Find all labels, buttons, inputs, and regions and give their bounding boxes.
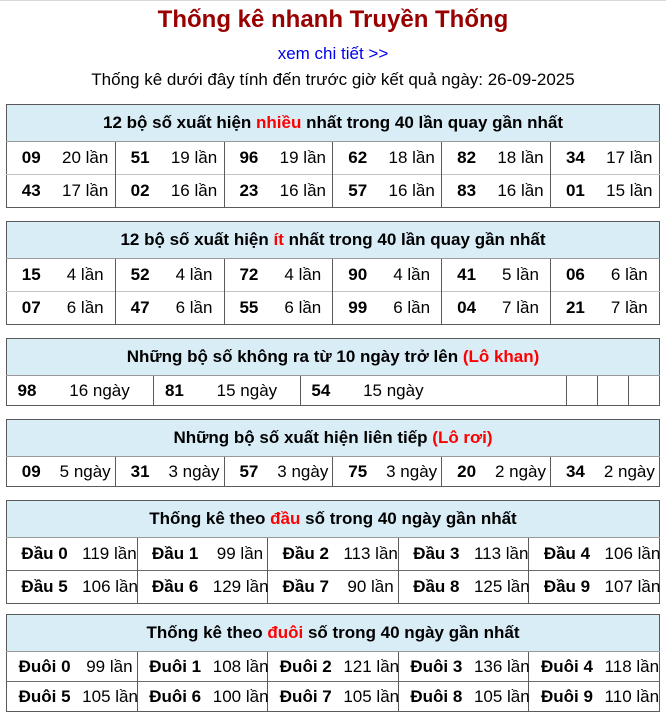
pair-count: 125 lần [473,577,530,596]
pair-number: 96 [239,148,259,167]
table-most-frequent [6,104,660,208]
pair-number: 82 [457,148,477,167]
pair-number: Đuôi 4 [540,656,593,676]
pair-number: 20 [457,461,477,481]
table-title-text: số trong 40 ngày gần nhất [303,623,520,642]
stat-pair [7,682,138,712]
pair-count: 3 ngày [168,461,220,481]
stat-pair [224,457,333,487]
pair-count: 2 ngày [494,461,546,481]
pair-count: 6 lần [393,298,431,317]
table-title-text: Những bộ số xuất hiện liên tiếp [173,428,433,447]
pair-number: Đầu 7 [282,577,329,596]
pair-count: 20 lần [62,148,109,167]
pair-count: 16 lần [388,181,435,200]
pair-number: 01 [565,181,585,200]
pair-number: 09 [21,148,41,167]
pair-number: Đầu 6 [152,577,199,596]
pair-count: 100 lần [212,686,269,706]
pair-number: 98 [17,380,37,400]
pair-count: 118 lần [604,656,660,676]
pair-number: 51 [130,148,150,167]
table-header-row [7,105,660,142]
pair-number: Đuôi 7 [279,686,332,706]
pair-number: Đầu 5 [21,577,68,596]
pair-number: 72 [239,265,259,284]
table-row [7,457,660,487]
pair-number: 83 [457,181,477,200]
pair-number: 21 [565,298,585,317]
stat-pair [442,292,551,325]
table-title-keyword: (Lô rơi) [432,428,493,447]
pair-number: Đuôi 5 [18,686,71,706]
pair-count: 16 lần [279,181,326,200]
pair-number: 55 [239,298,259,317]
stat-pair [7,259,116,292]
pair-number: 62 [348,148,368,167]
pair-number: Đuôi 6 [149,686,202,706]
pair-number: Đuôi 1 [149,656,202,676]
pair-number: 15 [21,265,41,284]
table-title-keyword: nhiều [256,113,302,132]
table-title-keyword: đuôi [267,623,304,642]
stat-pair [333,292,442,325]
table-title-text: nhất trong 40 lần quay gần nhất [301,113,564,132]
pair-count: 16 ngày [69,380,130,400]
stat-pair [268,538,399,571]
table-title-keyword: đầu [270,509,301,528]
table-row [7,259,660,292]
pair-number: 31 [130,461,150,481]
table-title [7,105,660,142]
pair-number: 90 [348,265,368,284]
pair-number: Đuôi 9 [540,686,593,706]
stat-pair [551,457,660,487]
pair-count: 3 ngày [386,461,438,481]
table-lo-khan [6,338,660,406]
stat-pair [551,292,660,325]
stat-pair [7,457,116,487]
table-least-frequent [6,221,660,325]
pair-count: 129 lần [212,577,269,596]
stat-pair [398,682,529,712]
pair-count: 19 lần [279,148,326,167]
pair-number: 52 [130,265,150,284]
pair-number: 34 [565,461,585,481]
stat-pair [529,538,660,571]
pair-count: 105 lần [473,686,530,706]
pair-count: 7 lần [502,298,539,317]
stat-pair [398,538,529,571]
table-title-text: 12 bộ số xuất hiện [120,230,274,249]
stat-pair [529,571,660,604]
pair-number: Đuôi 0 [18,656,71,676]
stat-pair [115,259,224,292]
pair-number: Đuôi 3 [410,656,463,676]
pair-count: 15 ngày [363,380,424,400]
table-row [7,652,660,682]
stat-pair [7,571,138,604]
pair-number: Đuôi 8 [410,686,463,706]
stat-pair [7,652,138,682]
table-title [7,615,660,652]
pair-count: 105 lần [82,686,138,706]
pair-count: 113 lần [473,544,529,563]
table-title [7,222,660,259]
table-title-text: nhất trong 40 lần quay gần nhất [283,230,546,249]
pair-number: Đuôi 2 [279,656,332,676]
empty-cell [566,376,597,406]
stat-pair [137,682,268,712]
table-title-text: Thống kê theo [149,509,271,528]
stat-pair [529,652,660,682]
pair-count: 19 lần [170,148,218,167]
stat-pair [268,571,399,604]
table-header-row [7,222,660,259]
pair-number: 04 [457,298,477,317]
empty-cell [628,376,659,406]
stat-pair [7,292,116,325]
pair-count: 108 lần [212,656,269,676]
pair-count: 15 lần [606,181,653,200]
pair-count: 106 lần [604,544,661,563]
stat-pair [551,142,660,175]
pair-number: Đầu 9 [543,577,591,596]
pair-number: 99 [348,298,368,317]
pair-count: 2 ngày [603,461,655,481]
table-title-text: Thống kê theo [146,623,268,642]
stat-pair [137,571,268,604]
stat-pair [154,376,300,406]
stat-pair [7,175,116,208]
table-title-keyword: (Lô khan) [462,347,540,366]
pair-count: 121 lần [343,656,400,676]
stat-pair [398,652,529,682]
stat-pair [442,259,551,292]
pair-count: 3 ngày [277,461,329,481]
stat-pair [442,142,551,175]
pair-number: 34 [565,148,585,167]
table-title-text: số trong 40 ngày gần nhất [300,509,517,528]
pair-number: 81 [164,380,184,400]
pair-count: 119 lần [82,544,137,563]
table-row [7,292,660,325]
stat-pair [333,259,442,292]
stat-pair [7,538,138,571]
page [0,5,666,712]
pair-count: 18 lần [388,148,435,167]
stat-pair [115,292,224,325]
pair-count: 15 ngày [216,380,278,400]
pair-number: Đầu 8 [413,577,460,596]
pair-number: 43 [21,181,41,200]
pair-number: 07 [21,298,41,317]
pair-count: 17 lần [62,181,109,200]
stat-pair [137,652,268,682]
page-title: Thống kê nhanh Truyền Thống [157,6,509,33]
pair-count: 16 lần [497,181,544,200]
detail-link[interactable]: xem chi tiết >> [277,44,389,63]
pair-count: 105 lần [343,686,400,706]
stat-pair [268,652,399,682]
table-row [7,376,660,406]
pair-count: 4 lần [393,265,431,284]
pair-number: Đầu 4 [543,544,591,563]
table-title [7,420,660,457]
table-dau-stats [6,500,660,604]
table-title [7,339,660,376]
table-row [7,175,660,208]
table-title-text: 12 bộ số xuất hiện [102,113,257,132]
pair-number: 09 [21,461,41,481]
pair-number: 75 [348,461,368,481]
empty-cell [597,376,628,406]
pair-count: 99 lần [86,656,133,676]
table-title-keyword: ít [273,230,284,249]
stat-pair [115,457,224,487]
pair-number: Đầu 2 [282,544,329,563]
stat-pair [224,292,333,325]
stat-pair [333,142,442,175]
stat-pair [224,259,333,292]
table-row [7,538,660,571]
stat-pair [442,175,551,208]
stats-date-note: Thống kê dưới đây tính đến trước giờ kết quả ngày: 26-09-2025 [91,70,575,89]
stat-pair [333,457,442,487]
table-header-row [7,615,660,652]
stat-pair [300,376,566,406]
stat-pair [398,571,529,604]
table-title [7,501,660,538]
table-row [7,682,660,712]
pair-count: 4 lần [66,265,104,284]
pair-count: 4 lần [284,265,322,284]
table-header-row [7,339,660,376]
pair-count: 99 lần [216,544,264,563]
table-header-row [7,501,660,538]
pair-count: 106 lần [82,577,138,596]
pair-count: 113 lần [343,544,398,563]
stat-pair [333,175,442,208]
table-duoi-stats [6,614,660,712]
stat-pair [115,175,224,208]
stat-pair [224,175,333,208]
pair-count: 6 lần [610,265,648,284]
pair-count: 6 lần [175,298,213,317]
stat-pair [7,142,116,175]
table-lo-roi [6,419,660,487]
pair-number: 02 [130,181,150,200]
pair-number: 57 [239,461,259,481]
table-header-row [7,420,660,457]
pair-count: 17 lần [606,148,653,167]
pair-number: Đầu 0 [21,544,68,563]
pair-count: 5 lần [502,265,539,284]
pair-number: Đầu 3 [413,544,460,563]
pair-count: 110 lần [604,686,660,706]
stat-pair [137,538,268,571]
pair-number: 57 [348,181,368,200]
stat-pair [115,142,224,175]
pair-count: 6 lần [66,298,104,317]
table-title-text: Những bộ số không ra từ 10 ngày trở lên [126,347,463,366]
stat-pair [529,682,660,712]
pair-count: 136 lần [473,656,530,676]
pair-count: 16 lần [170,181,218,200]
stat-pair [551,259,660,292]
pair-count: 6 lần [284,298,322,317]
pair-count: 4 lần [175,265,213,284]
table-row [7,571,660,604]
table-row [7,142,660,175]
pair-count: 7 lần [610,298,648,317]
pair-count: 18 lần [497,148,544,167]
pair-number: 06 [565,265,585,284]
pair-count: 107 lần [604,577,661,596]
stat-pair [442,457,551,487]
pair-count: 90 lần [347,577,394,596]
stat-pair [224,142,333,175]
pair-number: 41 [457,265,477,284]
pair-count: 5 ngày [59,461,111,481]
pair-number: 54 [311,380,331,400]
pair-number: 47 [130,298,150,317]
stat-pair [551,175,660,208]
stat-pair [268,682,399,712]
stat-pair [7,376,154,406]
pair-number: 23 [239,181,259,200]
pair-number: Đầu 1 [152,544,199,563]
